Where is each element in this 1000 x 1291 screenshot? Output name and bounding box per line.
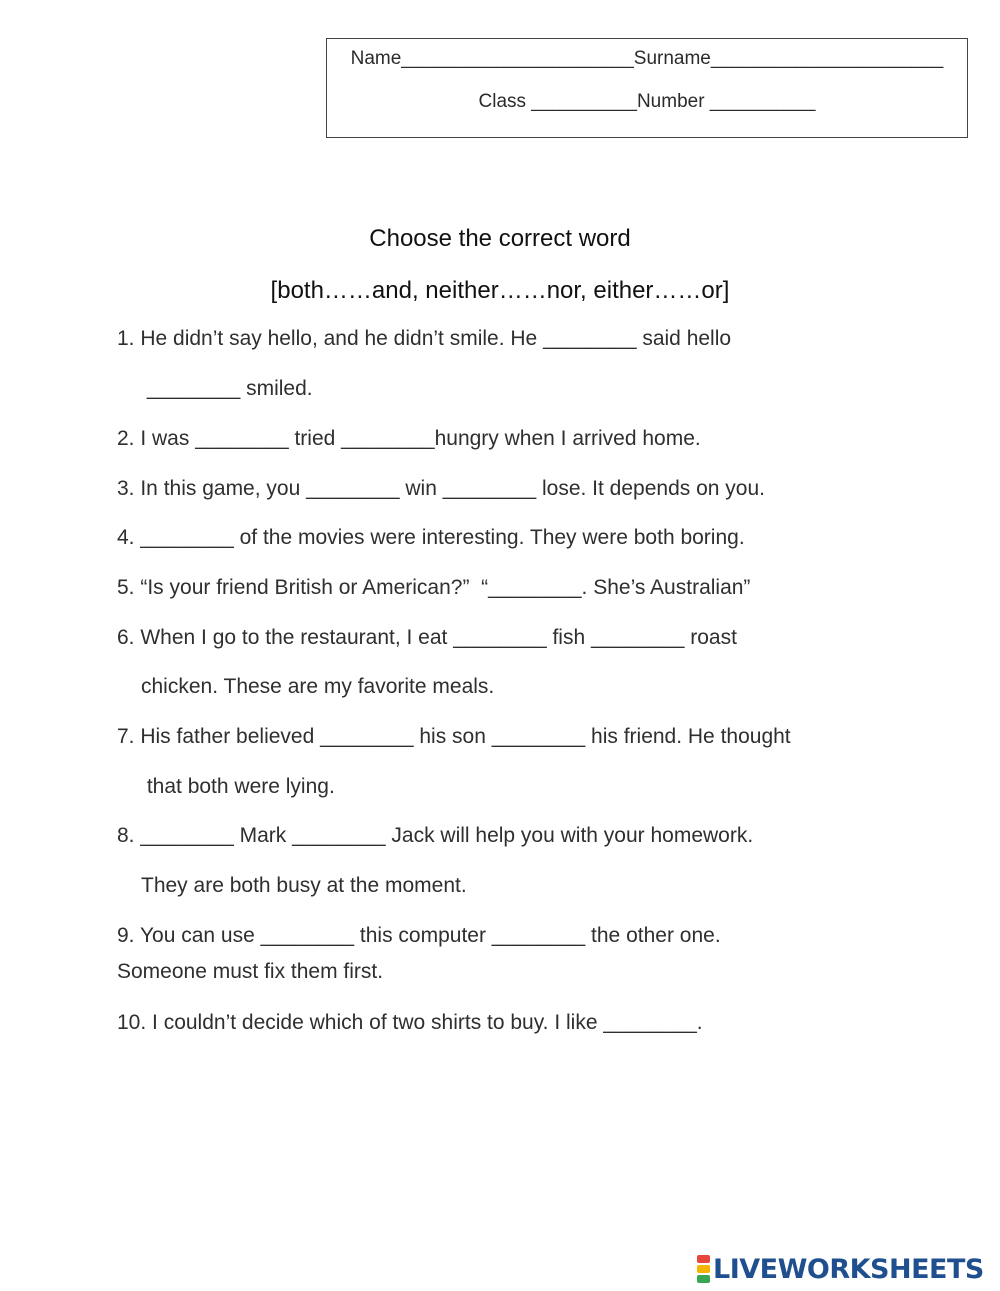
question-5[interactable]: 5. “Is your friend British or American?” “________. She’s Australian”: [117, 576, 751, 599]
student-info-box: [326, 38, 968, 138]
question-6-line-2: chicken. These are my favorite meals.: [141, 675, 495, 698]
question-1-line-1[interactable]: 1. He didn’t say hello, and he didn’t smile. He ________ said hello: [117, 327, 732, 350]
question-1-line-2[interactable]: ________ smiled.: [141, 377, 313, 400]
logo-mark-bar: [697, 1265, 710, 1273]
question-9-line-1[interactable]: 9. You can use ________ this computer ________ the other one.: [117, 924, 721, 947]
question-6-line-1[interactable]: 6. When I go to the restaurant, I eat ________ fish ________ roast: [117, 626, 737, 649]
question-3[interactable]: 3. In this game, you ________ win ________ lose. It depends on you.: [117, 477, 765, 500]
name-surname-line[interactable]: Name______________________Surname______________________: [350, 48, 944, 69]
worksheet-title: Choose the correct word: [369, 225, 631, 252]
logo-mark-bar: [697, 1275, 710, 1283]
question-8-line-1[interactable]: 8. ________ Mark ________ Jack will help you with your homework.: [117, 824, 754, 847]
class-number-line[interactable]: Class __________Number __________: [478, 91, 816, 112]
question-7-line-2: that both were lying.: [141, 775, 335, 798]
question-4[interactable]: 4. ________ of the movies were interesting. They were both boring.: [117, 526, 745, 549]
question-7-line-1[interactable]: 7. His father believed ________ his son ________ his friend. He thought: [117, 725, 791, 748]
question-2[interactable]: 2. I was ________ tried ________hungry when I arrived home.: [117, 427, 701, 450]
question-10[interactable]: 10. I couldn’t decide which of two shirts to buy. I like ________.: [117, 1011, 703, 1034]
liveworksheets-logo: [697, 1253, 984, 1285]
worksheet-subtitle: [both……and, neither……nor, either……or]: [270, 277, 730, 304]
logo-mark-icon: [697, 1254, 710, 1284]
logo-mark-bar: [697, 1255, 710, 1263]
logo-text: LIVEWORKSHEETS: [713, 1253, 984, 1285]
question-8-line-2: They are both busy at the moment.: [141, 874, 467, 897]
question-9-line-2: Someone must fix them first.: [117, 960, 384, 983]
